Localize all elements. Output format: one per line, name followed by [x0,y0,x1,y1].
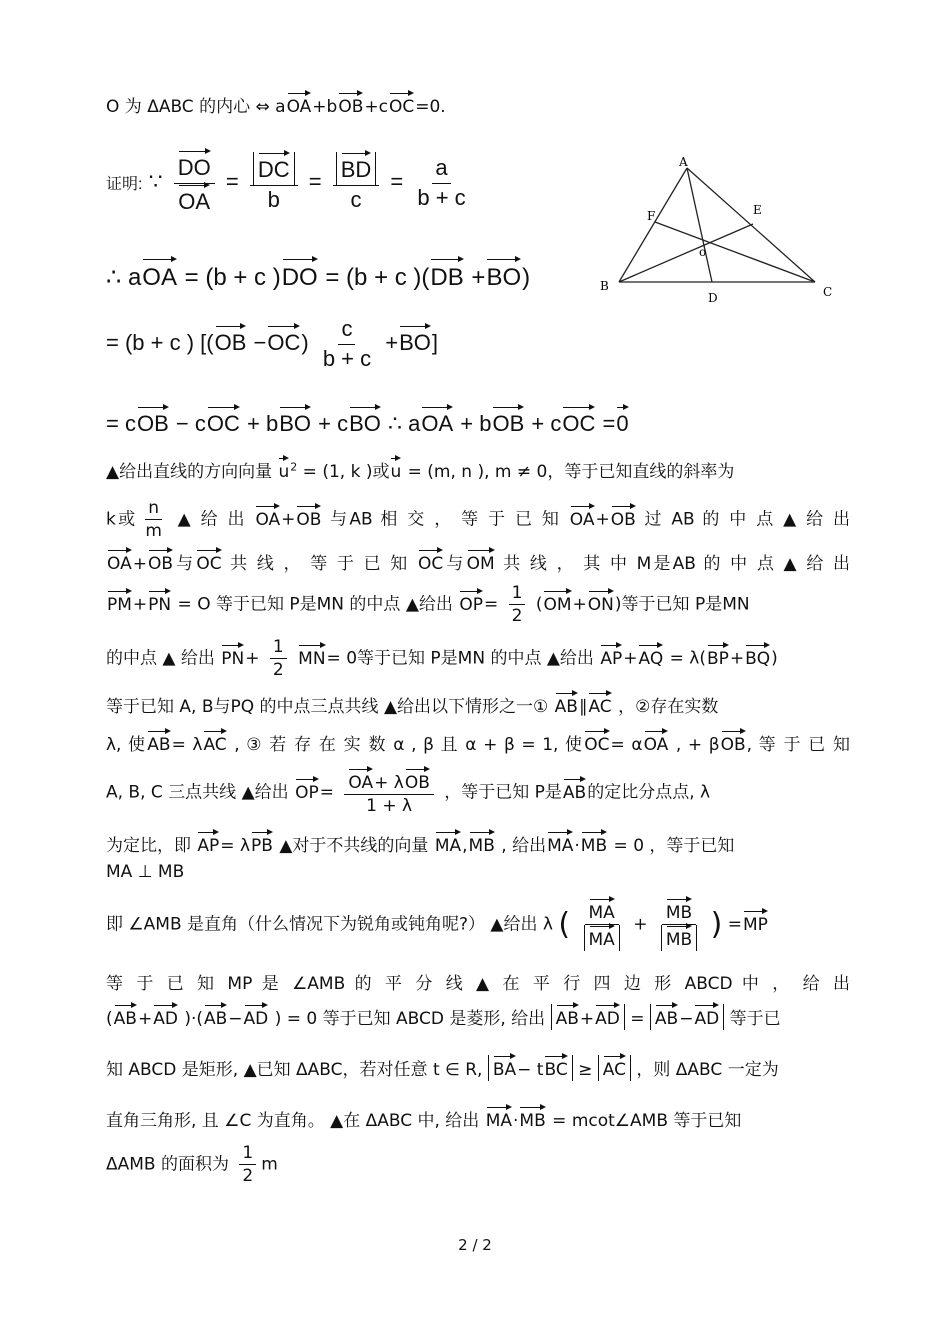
segment-BE [619,224,753,282]
direction-vector-line: ▲给出直线的方向向量 $u^2 = (1$, k )或u = (m, n ), m ≠ 0，等于已知直线的斜率为 [106,457,850,483]
vector-OB: OB [338,92,363,118]
rhombus-line: (AB+AD )·(AB−AD ) = 0 等于已知 ABCD 是菱形, 给出 AB+AD = AB−AD 等于已 [106,1004,850,1030]
fraction-DC-b: $\frac{DC}{b}$ [250,152,298,214]
fraction-DO-OA: $\frac{DO}{OA}$ [174,150,215,216]
vector-OA: OA [287,92,312,118]
label-D: D [708,291,718,305]
proof-label: 证明: [106,175,143,193]
incenter-statement: O 为 ΔABC 的内心 ⇔ aOA+bOB+cOC=0. [106,92,850,118]
real-number-line: λ, 使AB= λAC , ③ 若 存 在 实 数 α , β 且 α + β = 1, 使OC= αOA , + βOB, 等 于 已 知 [106,730,850,756]
right-triangle-line: 直角三角形, 且 ∠C 为直角。 ▲在 ΔABC 中, 给出 MA·MB = mcot∠AMB 等于已知 [106,1106,850,1132]
proof-conclusion: = cOB − cOC + bBO + cBO ∴ aOA + bOB + cOC =0 [106,406,850,439]
fraction-a-bc: $\frac{a}{b + c}$ [417,155,466,210]
label-F: F [647,209,656,223]
proof-ratio-line: 证明: ∵ $\frac{DO}{OA}$ = $\frac{DC}{b}$ = $\frac{BD}{c}$ = $\frac{a}{b + c}$ [106,150,850,216]
triangle-diagram [595,150,845,310]
fraction-c-bc: $\frac{c}{b + c}$ [322,316,372,371]
page-number: 2 / 2 [458,1236,492,1254]
perpendicular-line: 为定比，即 AP= λPB ▲对于不共线的向量 MA,MB , 给出MA·MB = 0 ，等于已知 [106,831,850,857]
triangle-figure [595,150,845,310]
label-E: E [753,203,762,217]
proof-step-1: ∴ aOA = (b + c )DO = (b + c )(DB +BO) [106,258,850,293]
midpoint-line-2: PM+PN = O 等于已知 P是MN 的中点 ▲给出 OP= $\frac{1}{2}$ (OM+ON)等于已知 P是MN [107,583,750,627]
division-point-line: A, B, C 三点共线 ▲给出 OP= $\frac{\text{OA+ λOB}}{1 + \lambda}$ ，等于已知 P是AB的定比分点点, λ [106,768,850,817]
area-line: ΔAMB 的面积为 $\frac{1}{2}$ m [106,1143,278,1187]
midpoint-line-3: 的中点 ▲ 给出 PN+ $\frac{1}{2}$ MN= 0等于已知 P是MN 的中点 ▲给出 AP+AQ = λ(BP+BQ) [106,637,778,681]
label-C: C [823,285,833,299]
parallel-line: 等于已知 A, B与PQ 的中点三点共线 ▲给出以下情形之一① AB∥AC ，②存在实数 [106,692,850,718]
side-AB [619,168,687,282]
label-A: A [679,155,688,169]
segment-AD [687,168,712,282]
label-B: B [600,279,609,293]
midpoint-line-1: k或 $\frac{n}{m}$ ▲ 给 出 OA+OB 与AB 相 交 ， 等 于 已 知 OA+OB 过 AB 的 中 点 ▲ 给 出 [106,498,851,542]
label-O: o [699,245,707,259]
proof-step-2: = (b + c ) [(OB −OC) $\frac{c}{b + c}$ +BO] [106,315,850,373]
vector-OC: OC [389,92,414,118]
perpendicular-result: MA ⊥ MB [106,862,185,882]
fraction-BD-c: $\frac{BD}{c}$ [333,152,380,214]
collinear-line: OA+OB与OC 共 线 ， 等 于 已 知 OC与OM 共 线 ， 其 中 M是AB 的 中 点 ▲ 给 出 [106,549,850,575]
parallelogram-line: 等 于 已 知 MP 是 ∠AMB 的 平 分 线 ▲ 在 平 行 四 边 形 ABCD 中 ， 给 出 [106,974,850,994]
segment-CF [655,222,815,282]
rectangle-line: 知 ABCD 是矩形, ▲已知 ΔABC，若对任意 t ∈ R, BA− tBC ≥ AC ，则 ΔABC 一定为 [106,1055,850,1081]
angle-bisector-line: 即 ∠AMB 是直角（什么情况下为锐角或钝角呢?） ▲给出 λ ( $\frac{MA}{MA}$ + $\frac{MB}{MB}$ ) =MP [106,898,850,951]
